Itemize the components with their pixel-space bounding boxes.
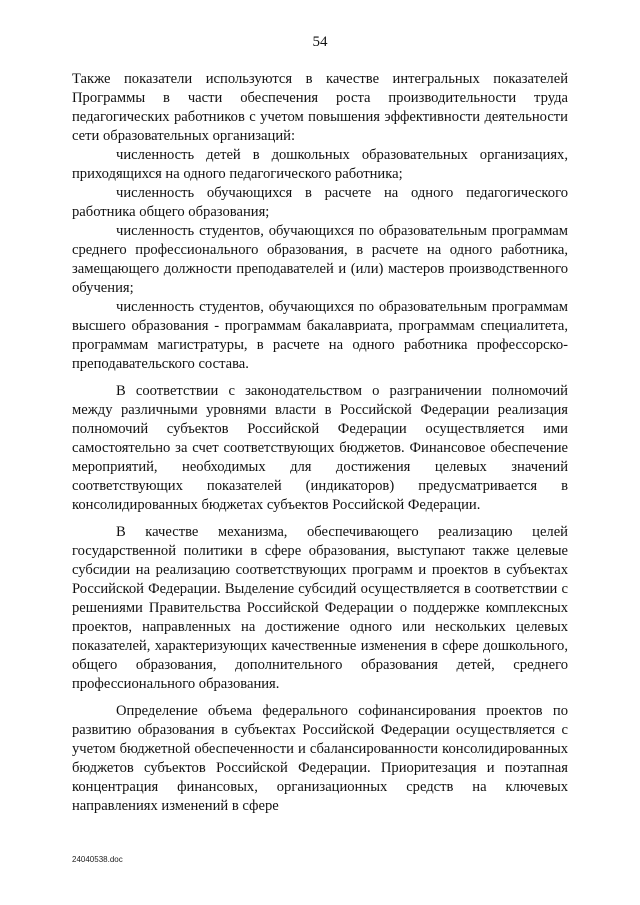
document-footer: 24040538.doc <box>72 855 123 864</box>
page-number: 54 <box>312 34 328 50</box>
list-item-higher-education: численность студентов, обучающихся по образовательным программам высшего образования - программам бакалавриата, программам специалитета, программам магистратуры, в расчете на одного работника профессорско-преподавательского состава. <box>72 299 568 372</box>
paragraph-cofinancing: Определение объема федерального софинансирования проектов по развитию образования в субъектах Российской Федерации осуществляется с учетом бюджетной обеспеченности и сбалансированности консолидированных бюджетов субъектов Российской Федерации. Приоритезация и поэтапная концентрация финансовых, организационных средств на ключевых направлениях изменений в сфере <box>72 703 568 814</box>
paragraph-powers: В соответствии с законодательством о разграничении полномочий между различными уровнями власти в Российской Федерации реализация полномочий субъектов Российской Федерации осуществляется ими самостоятельно за счет соответствующих бюджетов. Финансовое обеспечение мероприятий, необходимых для достижения целевых значений соответствующих показателей (индикаторов) предусматривается в консолидированных бюджетах субъектов Российской Федерации. <box>72 383 568 513</box>
list-item-secondary-professional: численность студентов, обучающихся по образовательным программам среднего профессионального образования, в расчете на одного работника, замещающего должности преподавателей и (или) мастеров производственного обучения; <box>72 223 568 296</box>
document-body <box>72 70 568 816</box>
list-item-general-education: численность обучающихся в расчете на одного педагогического работника общего образования; <box>72 185 568 220</box>
paragraph-subsidies: В качестве механизма, обеспечивающего реализацию целей государственной политики в сфере образования, выступают также целевые субсидии на реализацию соответствующих программ и проектов в субъектах Российской Федерации. Выделение субсидий осуществляется в соответствии с решениями Правительства Российской Федерации о поддержке комплексных проектов, направленных на достижение одного или нескольких целевых показателей, характеризующих качественные изменения в сфере дошкольного, общего образования, дополнительного образования детей, среднего профессионального образования. <box>72 524 568 692</box>
paragraph-intro: Также показатели используются в качестве интегральных показателей Программы в части обеспечения роста производительности труда педагогических работников с учетом повышения эффективности деятельности сети образовательных организаций: <box>72 71 568 144</box>
list-item-preschool: численность детей в дошкольных образовательных организациях, приходящихся на одного педагогического работника; <box>72 147 568 182</box>
